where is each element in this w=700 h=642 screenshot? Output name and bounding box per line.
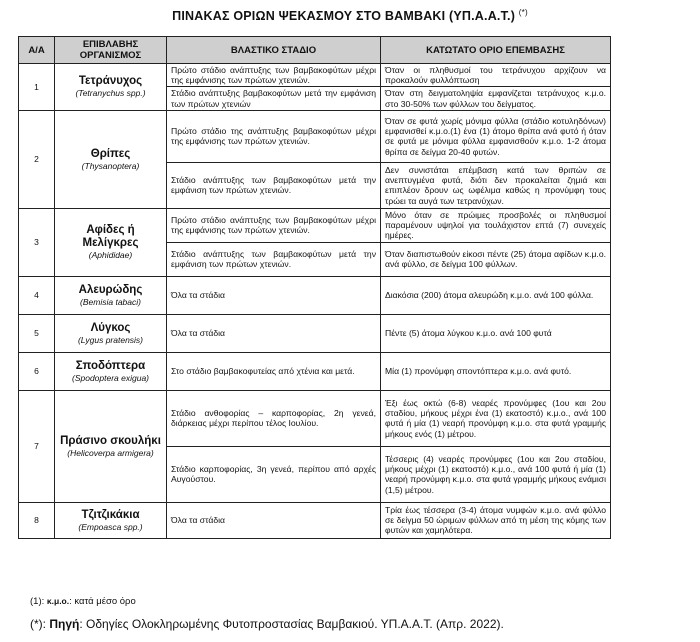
stage-cell: Στάδιο ανάπτυξης βαμβακοφύτων μετά την εμφάνιση των πρώτων χτενιών [167, 87, 381, 110]
organism-cell [55, 64, 167, 111]
organism-cell [55, 276, 167, 314]
footnote-mark: (1): [30, 596, 45, 607]
page-title [0, 8, 700, 23]
stage-cell: Στο στάδιο βαμβακοφυτείας από χτένια και μετά. [167, 352, 381, 390]
threshold-cell: Πέντε (5) άτομα λύγκου κ.μ.ο. ανά 100 φυτά [381, 314, 611, 352]
header-aa: Α/Α [19, 37, 55, 64]
source-text: : Οδηγίες Ολοκληρωμένης Φυτοπροστασίας Βαμβακιού. ΥΠ.Α.Α.Τ. (Απρ. 2022). [79, 617, 504, 631]
organism-scientific-name: (Thysanoptera) [81, 160, 140, 171]
threshold-cell: Διακόσια (200) άτομα αλευρώδη κ.μ.ο. ανά 100 φύλλα. [381, 276, 611, 314]
footnote-abbreviation [30, 596, 136, 607]
threshold-cell: Έξι έως οκτώ (6-8) νεαρές προνύμφες (1ου και 2ου σταδίου, μήκους μέχρι ένα (1) εκατοστό) κ.μ.ο., ανά 100 φυτά ή μία (1) νεαρή προνύμφη κ.μ.ο. στα φυτά γραμμής μήκους ενός (1) μέτρου. [381, 390, 611, 446]
table-row [19, 502, 611, 538]
stage-cell: Όλα τα στάδια [167, 314, 381, 352]
stage-cell: Πρώτο στάδιο της ανάπτυξης βαμβακοφύτων μέχρι της εμφάνισης των πρώτων χτενιών. [167, 110, 381, 162]
source-label: Πηγή [49, 617, 80, 631]
header-stage: ΒΛΑΣΤΙΚΟ ΣΤΑΔΙΟ [167, 37, 381, 64]
row-number: 7 [19, 390, 55, 502]
row-number: 1 [19, 64, 55, 111]
organism-scientific-name: (Empoasca spp.) [78, 521, 143, 532]
stage-cell: Όλα τα στάδια [167, 502, 381, 538]
table-row [19, 208, 611, 242]
stage-cell: Πρώτο στάδιο ανάπτυξης των βαμβακοφύτων μέχρι της εμφάνισης των πρώτων χτενιών. [167, 64, 381, 87]
table-row [19, 314, 611, 352]
organism-scientific-name: (Lygus pratensis) [77, 334, 144, 345]
header-threshold: ΚΑΤΩΤΑΤΟ ΟΡΙΟ ΕΠΕΜΒΑΣΗΣ [381, 37, 611, 64]
spraying-thresholds-table [18, 36, 611, 539]
header-organism: ΕΠΙΒΛΑΒΗΣ ΟΡΓΑΝΙΣΜΟΣ [55, 37, 167, 64]
stage-cell: Στάδιο ανάπτυξης των βαμβακοφύτων μετά την εμφάνιση των πρώτων χτενιών. [167, 242, 381, 276]
row-number: 4 [19, 276, 55, 314]
threshold-cell: Όταν σε φυτά χωρίς μόνιμα φύλλα (στάδιο κοτυληδόνων) εμφανισθεί κ.μ.ο.(1) ένα (1) άτομο θρίπα ανά φυτό ή όταν σε φυτά με μόνιμα φύλλα εμφανισθούν κ.μ.ο. 1-2 άτομα θρίπα σε δείγμα 20-40 φυτών. [381, 110, 611, 162]
table-header-row [19, 37, 611, 64]
title-mark: (*) [518, 8, 528, 17]
source-mark: (*): [30, 617, 46, 631]
threshold-cell: Μόνο όταν σε πρώιμες προσβολές οι πληθυσμοί παραμένουν υψηλοί για τουλάχιστον επτά (7) συνεχείς ημέρες. [381, 208, 611, 242]
footnote-term: κ.μ.ο. [46, 596, 70, 606]
organism-name: Αλευρώδης [78, 283, 143, 296]
threshold-cell: Μία (1) προνύμφη σποντόπτερα κ.μ.ο. ανά φυτό. [381, 352, 611, 390]
organism-cell [55, 314, 167, 352]
organism-cell [55, 208, 167, 276]
stage-cell: Όλα τα στάδια [167, 276, 381, 314]
row-number: 2 [19, 110, 55, 208]
organism-name: Λύγκος [90, 321, 131, 334]
footnote-text: : κατά μέσο όρο [69, 596, 136, 607]
organism-scientific-name: (Aphididae) [88, 250, 133, 261]
organism-cell [55, 390, 167, 502]
stage-cell: Στάδιο ανθοφορίας – καρποφορίας, 2η γενεά, διάρκειας μέχρι περίπου τέλος Ιουλίου. [167, 390, 381, 446]
organism-cell [55, 110, 167, 208]
threshold-cell: Όταν διαπιστωθούν είκοσι πέντε (25) άτομα αφίδων κ.μ.ο. ανά φύλλο, σε δείγμα 100 φύλλων. [381, 242, 611, 276]
table-row [19, 276, 611, 314]
row-number: 6 [19, 352, 55, 390]
row-number: 3 [19, 208, 55, 276]
organism-cell [55, 502, 167, 538]
table-row [19, 352, 611, 390]
stage-cell: Στάδιο καρποφορίας, 3η γενεά, περίπου από αρχές Αυγούστου. [167, 446, 381, 502]
threshold-cell: Τρία έως τέσσερα (3-4) άτομα νυμφών κ.μ.ο. ανά φύλλο σε δείγμα 50 ώριμων φύλλων από τη μέση της κόμης των φυτών και χαμηλότερα. [381, 502, 611, 538]
organism-name: Πράσινο σκουλήκι [60, 434, 161, 447]
stage-cell: Στάδιο ανάπτυξης των βαμβακοφύτων μετά την εμφάνιση των πρώτων χτενιών. [167, 162, 381, 208]
organism-scientific-name: (Helicoverpa armigera) [67, 447, 154, 458]
table-row [19, 390, 611, 446]
organism-name: Τζιτζικάκια [81, 508, 140, 521]
organism-scientific-name: (Spodoptera exigua) [71, 372, 150, 383]
table-row [19, 64, 611, 87]
organism-name: Σποδόπτερα [75, 359, 146, 372]
threshold-cell: Τέσσερις (4) νεαρές προνύμφες (1ου και 2ου σταδίου, μήκους μέχρι (1) εκατοστό) κ.μ.ο., ανά 100 φυτά ή μία (1) νεαρή προνύμφη κ.μ.ο. στα φυτά γραμμής μήκους ενάμισι (1,5) μέτρου. [381, 446, 611, 502]
organism-scientific-name: (Tetranychus spp.) [75, 88, 146, 99]
stage-cell: Πρώτο στάδιο ανάπτυξης των βαμβακοφύτων μέχρι της εμφάνισης των πρώτων χτενιών. [167, 208, 381, 242]
threshold-cell: Όταν οι πληθυσμοί του τετράνυχου αρχίζουν να προκαλούν φυλλόπτωση [381, 64, 611, 87]
threshold-cell: Δεν συνιστάται επέμβαση κατά των θριπών σε ανεπτυγμένα φυτά, διότι δεν προκαλείται ζημιά και επιπλέον δρουν ως ωφέλιμα καθώς η προνύμφη τους τρώει τα αυγά των τετρανύχων. [381, 162, 611, 208]
organism-scientific-name: (Bemisia tabaci) [80, 296, 141, 307]
threshold-cell: Όταν στη δειγματοληψία εμφανίζεται τετράνυχος κ.μ.ο. στο 30-50% των φύλλων του δείγματος. [381, 87, 611, 110]
organism-name: Αφίδες ή Μελίγκρες [82, 224, 139, 250]
organism-name: Θρίπες [90, 147, 131, 160]
footnote-source [30, 617, 504, 631]
row-number: 8 [19, 502, 55, 538]
organism-cell [55, 352, 167, 390]
title-text: ΠΙΝΑΚΑΣ ΟΡΙΩΝ ΨΕΚΑΣΜΟΥ ΣΤΟ ΒΑΜΒΑΚΙ (ΥΠ.Α.Α.Τ.) [172, 9, 516, 24]
table-row [19, 110, 611, 162]
row-number: 5 [19, 314, 55, 352]
organism-name: Τετράνυχος [78, 75, 143, 88]
